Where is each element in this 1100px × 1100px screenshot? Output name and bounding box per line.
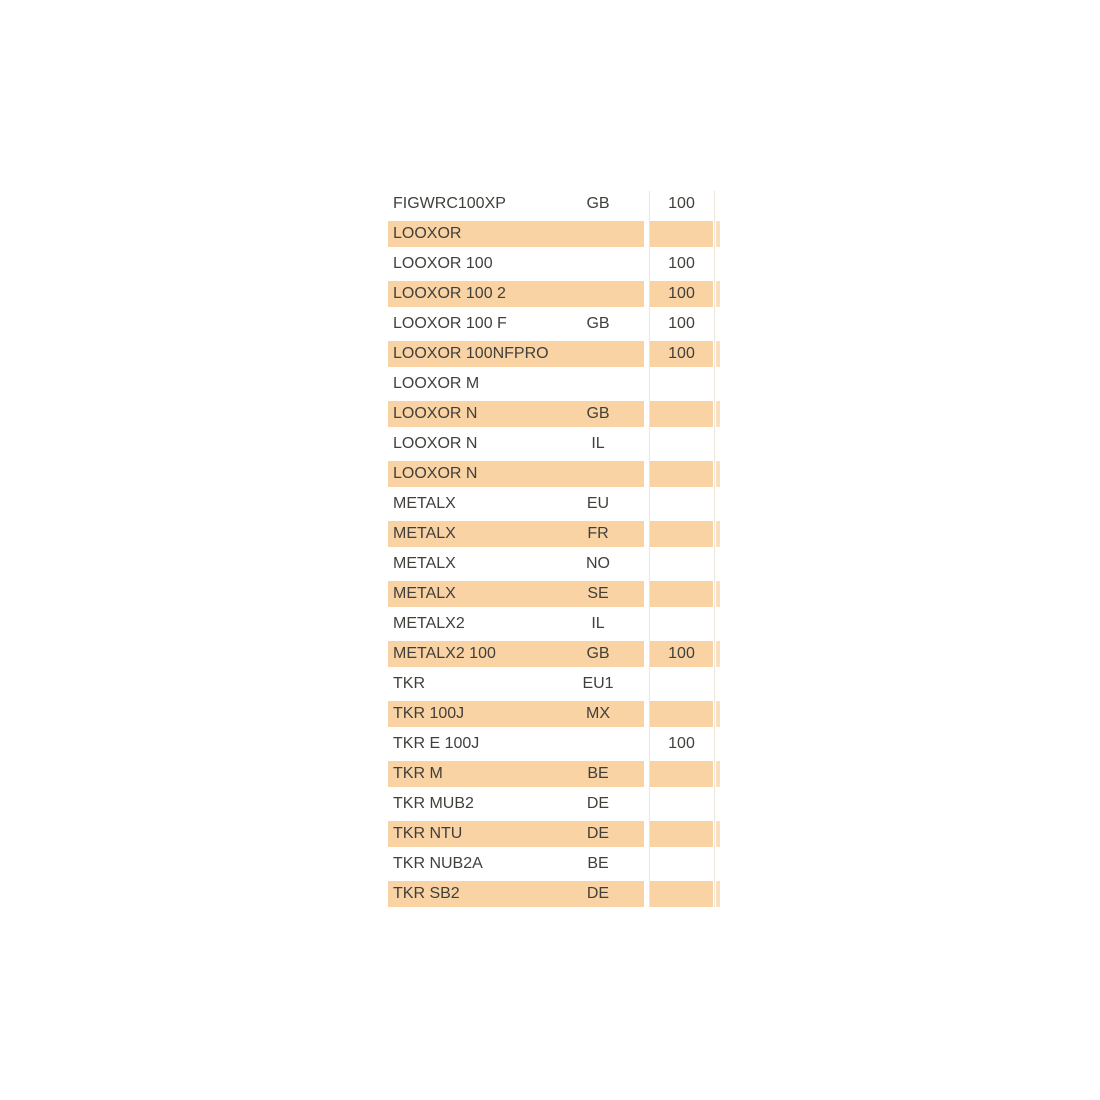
cell-name[interactable] (388, 581, 644, 607)
country-code-label: IL (591, 435, 605, 452)
cell-name[interactable] (388, 341, 644, 367)
country-code-label: DE (586, 795, 610, 812)
country-code-label: EU (586, 495, 610, 512)
cell-name[interactable] (388, 221, 644, 247)
instrument-name-label: TKR (393, 675, 425, 692)
cell-sliver (716, 281, 720, 307)
cell-sliver (716, 701, 720, 727)
cell-sliver (716, 641, 720, 667)
instrument-name-label: TKR 100J (393, 705, 465, 722)
table-row[interactable] (388, 551, 720, 577)
cell-value[interactable] (650, 461, 713, 487)
cell-name[interactable] (388, 701, 644, 727)
table-row[interactable] (388, 791, 720, 817)
table-row[interactable] (388, 731, 720, 757)
table-row[interactable] (388, 701, 720, 727)
instrument-name-label: TKR MUB2 (393, 795, 474, 812)
table-row[interactable] (388, 851, 720, 877)
instrument-name-label: LOOXOR N (393, 405, 478, 422)
table-row[interactable] (388, 401, 720, 427)
cell-sliver (716, 611, 720, 637)
instrument-name-label: METALX2 (393, 615, 465, 632)
instrument-name-label: LOOXOR N (393, 435, 478, 452)
instrument-name-label: TKR NUB2A (393, 855, 483, 872)
country-code-label: GB (586, 405, 610, 422)
table-row[interactable] (388, 641, 720, 667)
instrument-name-label: METALX (393, 495, 456, 512)
cell-sliver (716, 431, 720, 457)
country-code-label: GB (586, 195, 610, 212)
cell-name[interactable] (388, 821, 644, 847)
cell-sliver (716, 311, 720, 337)
instrument-name-label: LOOXOR (393, 225, 462, 242)
table-row[interactable] (388, 461, 720, 487)
country-code-label: SE (587, 585, 609, 602)
instrument-name-label: METALX2 100 (393, 645, 496, 662)
cell-value[interactable] (650, 341, 713, 367)
cell-value[interactable] (650, 521, 713, 547)
instrument-name-label: LOOXOR 100 F (393, 315, 507, 332)
cell-value[interactable] (650, 851, 713, 877)
cell-name[interactable] (388, 881, 644, 907)
cell-name[interactable] (388, 611, 644, 637)
cell-value[interactable] (650, 311, 713, 337)
value-label: 100 (668, 315, 695, 332)
table-row[interactable] (388, 221, 720, 247)
country-code-label: FR (587, 525, 609, 542)
cell-value[interactable] (650, 491, 713, 517)
cell-value[interactable] (650, 371, 713, 397)
cell-sliver (716, 341, 720, 367)
value-label: 100 (668, 195, 695, 212)
instrument-name-label: LOOXOR N (393, 465, 478, 482)
cell-sliver (716, 371, 720, 397)
cell-sliver (716, 461, 720, 487)
country-code-label: DE (586, 885, 610, 902)
cell-value[interactable] (650, 701, 713, 727)
value-label: 100 (668, 345, 695, 362)
country-code-label: GB (586, 315, 610, 332)
cell-name[interactable] (388, 401, 644, 427)
cell-value[interactable] (650, 791, 713, 817)
cell-name[interactable] (388, 461, 644, 487)
table-row[interactable] (388, 671, 720, 697)
table-row[interactable] (388, 251, 720, 277)
cell-sliver (716, 521, 720, 547)
instrument-name-label: TKR NTU (393, 825, 463, 842)
cell-value[interactable] (650, 431, 713, 457)
table-row[interactable] (388, 311, 720, 337)
cell-sliver (716, 731, 720, 757)
cell-value[interactable] (650, 581, 713, 607)
instrument-name-label: LOOXOR 100 (393, 255, 493, 272)
country-code-label: GB (586, 645, 610, 662)
cell-name[interactable] (388, 431, 644, 457)
instrument-name-label: METALX (393, 555, 456, 572)
cell-value[interactable] (650, 251, 713, 277)
table-row[interactable] (388, 491, 720, 517)
cell-value[interactable] (650, 731, 713, 757)
value-label: 100 (668, 735, 695, 752)
cell-sliver (716, 221, 720, 247)
cell-sliver (716, 191, 720, 217)
cell-name[interactable] (388, 551, 644, 577)
country-code-label: IL (591, 615, 605, 632)
table-row[interactable] (388, 761, 720, 787)
cell-sliver (716, 761, 720, 787)
cell-name[interactable] (388, 311, 644, 337)
cell-value[interactable] (650, 221, 713, 247)
country-code-label: BE (587, 765, 609, 782)
cell-name[interactable] (388, 371, 644, 397)
cell-value[interactable] (650, 191, 713, 217)
cell-value[interactable] (650, 881, 713, 907)
table-row[interactable] (388, 431, 720, 457)
table-row[interactable] (388, 821, 720, 847)
table-row[interactable] (388, 191, 720, 217)
value-label: 100 (668, 285, 695, 302)
data-grid (388, 191, 720, 911)
country-code-label: NO (586, 555, 610, 572)
cell-sliver (716, 491, 720, 517)
cell-sliver (716, 821, 720, 847)
cell-sliver (716, 791, 720, 817)
cell-value[interactable] (650, 551, 713, 577)
cell-name[interactable] (388, 251, 644, 277)
value-label: 100 (668, 255, 695, 272)
cell-name[interactable] (388, 761, 644, 787)
cell-sliver (716, 581, 720, 607)
country-code-label: EU1 (582, 675, 614, 692)
cell-name[interactable] (388, 671, 644, 697)
table-row[interactable] (388, 611, 720, 637)
cell-value[interactable] (650, 671, 713, 697)
value-label: 100 (668, 645, 695, 662)
table-row[interactable] (388, 341, 720, 367)
country-code-label: DE (586, 825, 610, 842)
cell-sliver (716, 551, 720, 577)
cell-name[interactable] (388, 491, 644, 517)
instrument-name-label: FIGWRC100XP (393, 195, 506, 212)
cell-sliver (716, 671, 720, 697)
cell-name[interactable] (388, 191, 644, 217)
cell-name[interactable] (388, 521, 644, 547)
cell-sliver (716, 851, 720, 877)
cell-name[interactable] (388, 851, 644, 877)
table-row[interactable] (388, 881, 720, 907)
instrument-name-label: METALX (393, 525, 456, 542)
instrument-name-label: LOOXOR 100 2 (393, 285, 506, 302)
cell-value[interactable] (650, 821, 713, 847)
cell-value[interactable] (650, 761, 713, 787)
instrument-name-label: TKR SB2 (393, 885, 460, 902)
instrument-name-label: METALX (393, 585, 456, 602)
instrument-name-label: TKR M (393, 765, 443, 782)
cell-sliver (716, 401, 720, 427)
instrument-name-label: TKR E 100J (393, 735, 480, 752)
cell-value[interactable] (650, 401, 713, 427)
table-row[interactable] (388, 281, 720, 307)
cell-sliver (716, 251, 720, 277)
cell-name[interactable] (388, 791, 644, 817)
cell-name[interactable] (388, 281, 644, 307)
cell-value[interactable] (650, 611, 713, 637)
instrument-name-label: LOOXOR M (393, 375, 480, 392)
cell-sliver (716, 881, 720, 907)
cell-value[interactable] (650, 281, 713, 307)
instrument-name-label: LOOXOR 100NFPRO (393, 345, 549, 362)
cell-name[interactable] (388, 641, 644, 667)
table-row[interactable] (388, 581, 720, 607)
country-code-label: BE (587, 855, 609, 872)
cell-name[interactable] (388, 731, 644, 757)
cell-value[interactable] (650, 641, 713, 667)
table-row[interactable] (388, 521, 720, 547)
country-code-label: MX (586, 705, 610, 722)
table-row[interactable] (388, 371, 720, 397)
